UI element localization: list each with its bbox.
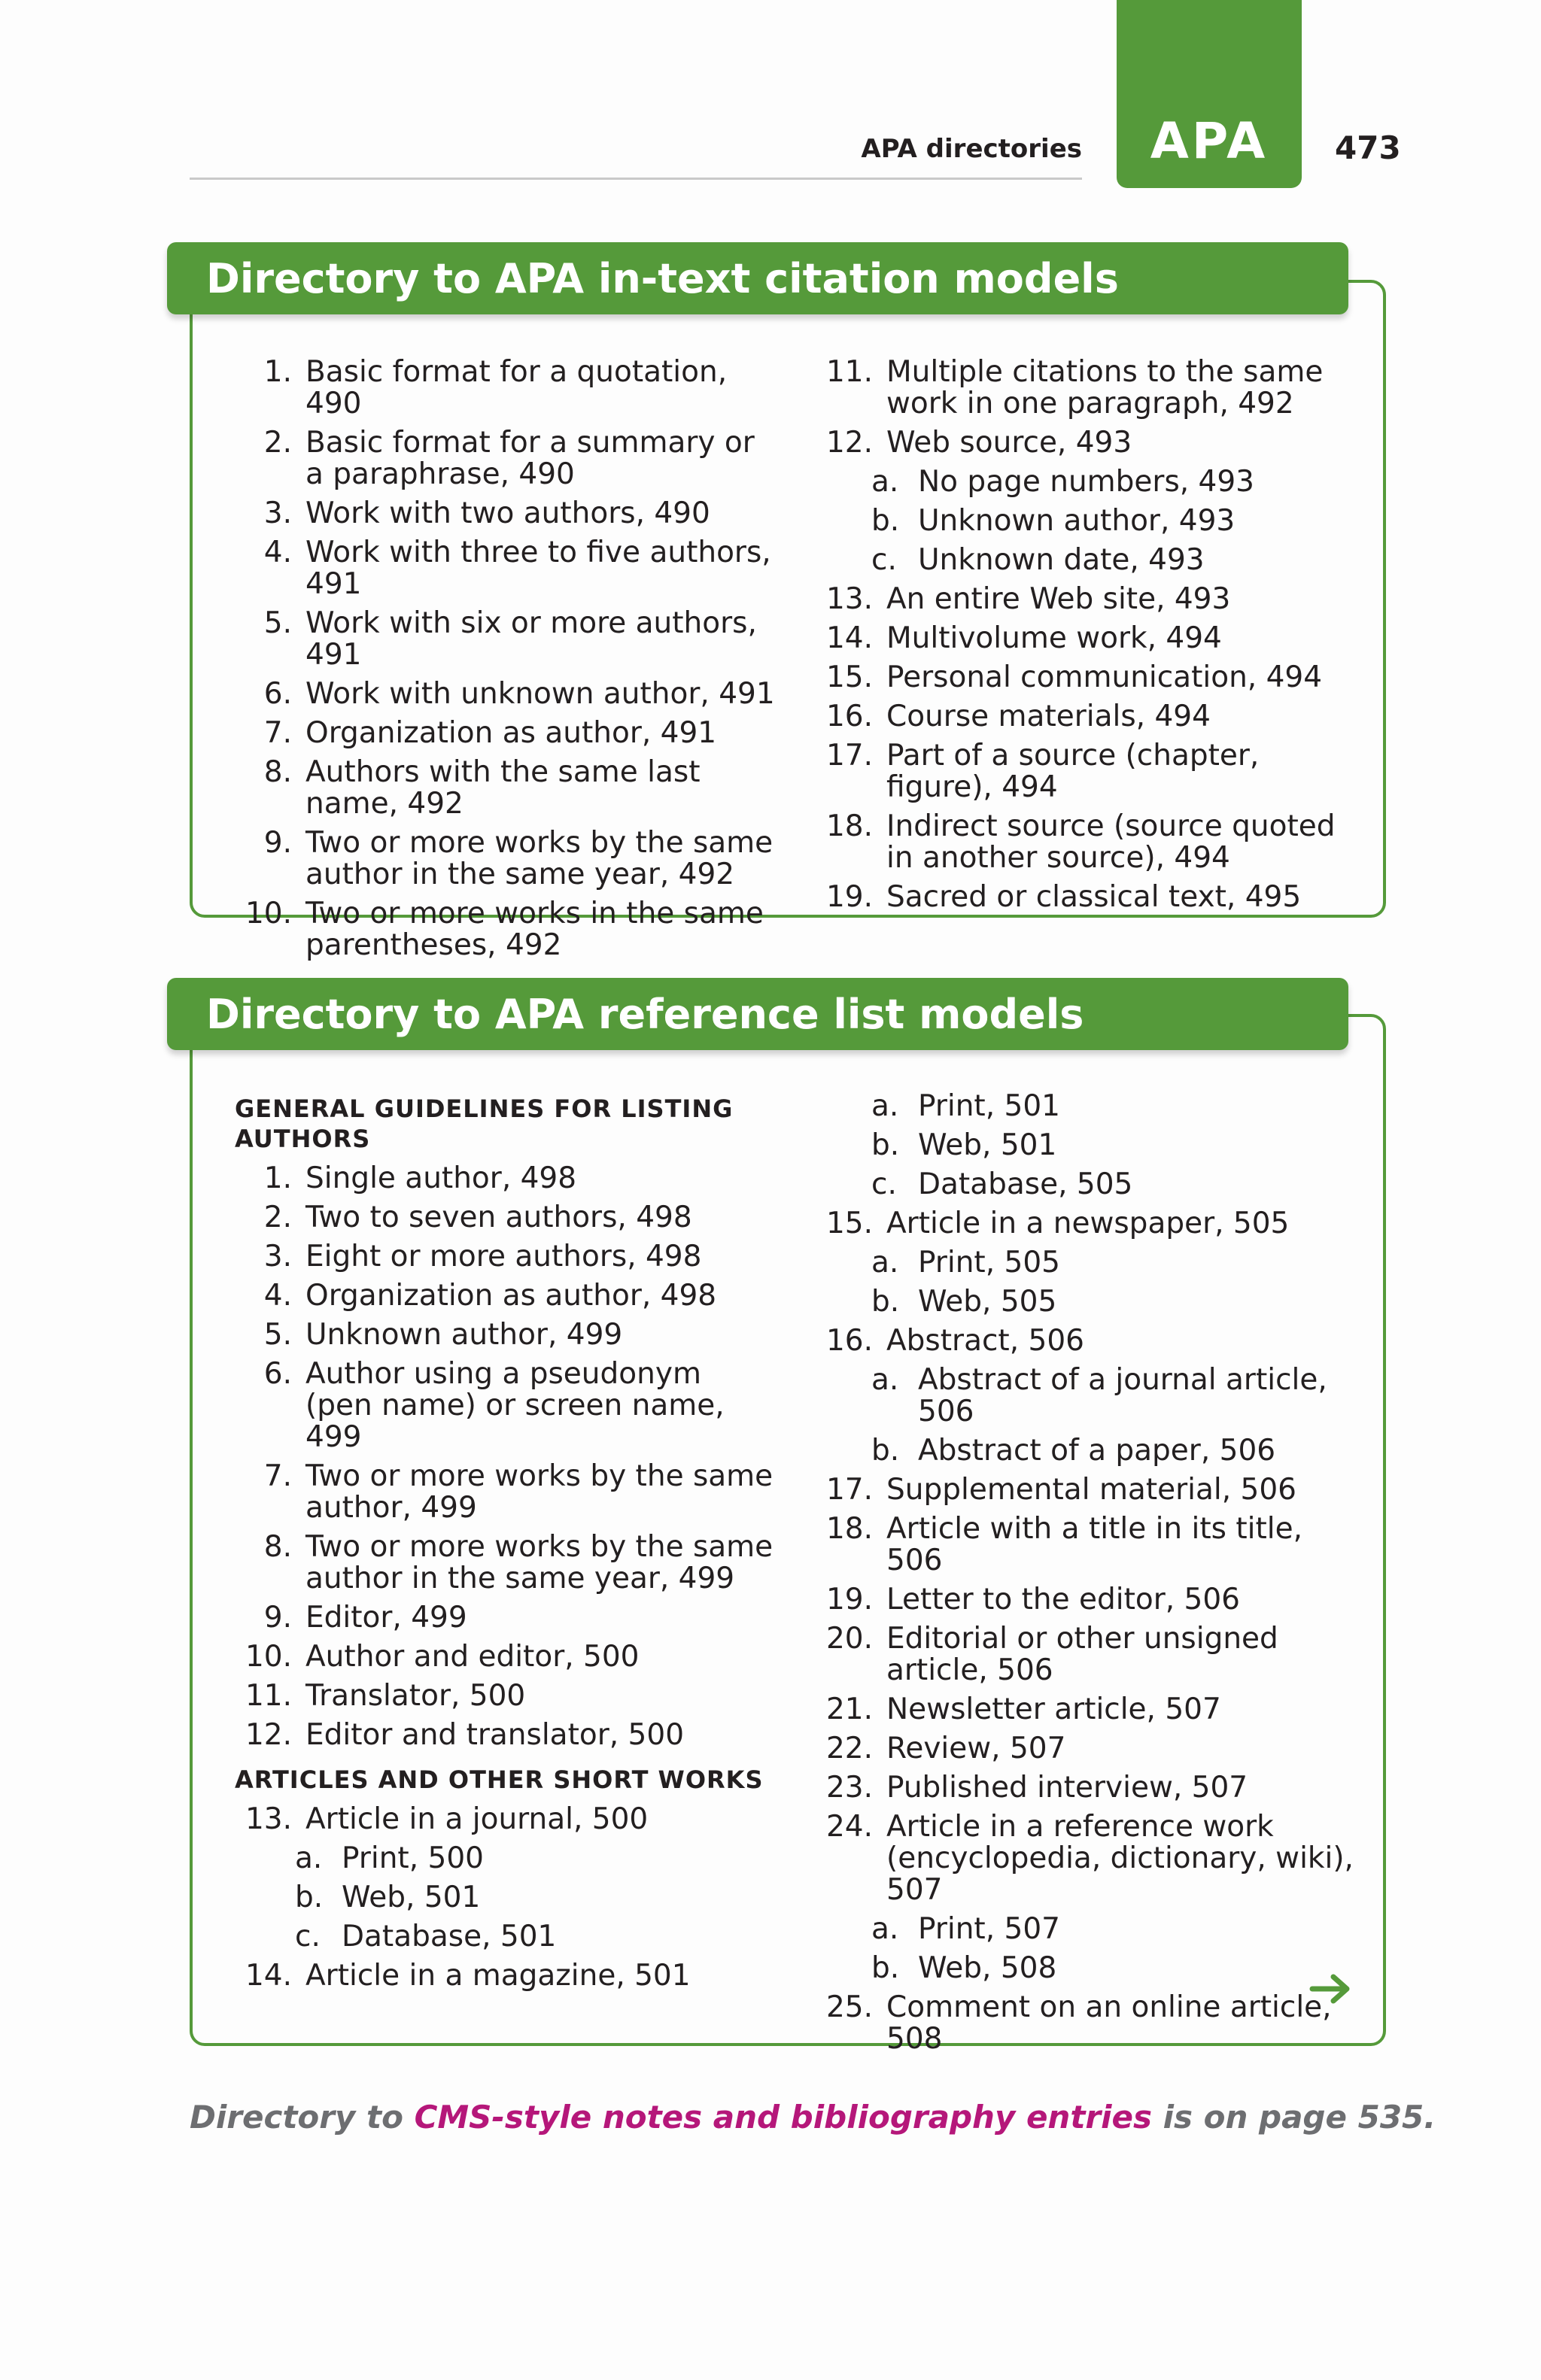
entry-text: Article with a title in its title, 506 (886, 1512, 1303, 1577)
entry-number: 7. (263, 716, 292, 750)
cms-directory-link[interactable]: CMS-style notes and bibliography entries (414, 2099, 1152, 2136)
directory-entry[interactable] (235, 1680, 777, 1712)
entry-text: Translator, 500 (305, 1679, 526, 1713)
directory-entry[interactable] (813, 811, 1362, 874)
entry-number: b. (871, 1434, 900, 1468)
entry-number: 14. (245, 1959, 292, 1993)
entry-text: Multivolume work, 494 (886, 621, 1222, 655)
directory-entry[interactable] (235, 1280, 777, 1312)
entry-text: Web, 508 (918, 1951, 1057, 1985)
intext-column-2 (813, 357, 1362, 921)
entry-number: b. (871, 1951, 900, 1985)
directory-entry[interactable] (235, 1241, 777, 1273)
entry-text: Abstract of a journal article, 506 (918, 1363, 1327, 1428)
entry-number: 3. (263, 496, 292, 530)
entry-number: 1. (263, 1161, 292, 1195)
directory-subentry[interactable] (813, 545, 1362, 576)
directory-entry[interactable] (813, 427, 1362, 459)
directory-entry[interactable] (235, 757, 777, 820)
entry-text: Eight or more authors, 498 (305, 1240, 702, 1273)
entry-number: b. (871, 1128, 900, 1162)
directory-entry[interactable] (235, 898, 777, 961)
directory-subentry[interactable] (235, 1843, 777, 1875)
directory-entry[interactable] (813, 623, 1362, 654)
entry-number: a. (871, 1912, 899, 1946)
intext-column-1 (235, 357, 777, 969)
entry-text: Unknown author, 493 (918, 504, 1236, 538)
directory-entry[interactable] (813, 1325, 1362, 1357)
cms-directory-note (190, 2099, 1436, 2136)
entry-text: Comment on an online article, 508 (886, 1990, 1332, 2056)
directory-entry[interactable] (235, 608, 777, 671)
entry-text: An entire Web site, 493 (886, 582, 1231, 616)
entry-text: Unknown author, 499 (305, 1318, 623, 1352)
directory-entry[interactable] (813, 584, 1362, 615)
section-heading-authors: GENERAL GUIDELINES FOR LISTING AUTHORS (235, 1094, 734, 1153)
entry-text: Work with unknown author, 491 (305, 677, 775, 711)
directory-entry[interactable] (813, 662, 1362, 694)
entry-number: 21. (825, 1692, 873, 1726)
directory-subentry[interactable] (813, 1435, 1362, 1467)
directory-entry[interactable] (813, 1772, 1362, 1804)
running-head: APA directories (861, 134, 1082, 164)
entry-number: 9. (263, 1601, 292, 1635)
entry-text: Basic format for a summary or a paraphrase, 490 (305, 426, 755, 491)
directory-entry[interactable] (235, 1960, 777, 1992)
directory-subentry[interactable] (813, 1914, 1362, 1945)
apa-section-tab[interactable] (1117, 0, 1302, 188)
entry-number: b. (295, 1881, 324, 1914)
entry-text: Article in a reference work (encyclopedia, dictionary, wiki), 507 (886, 1810, 1354, 1907)
directory-entry[interactable] (813, 357, 1362, 420)
entry-number: 11. (825, 355, 873, 389)
entry-number: 2. (263, 426, 292, 460)
entry-text: Web source, 493 (886, 426, 1132, 460)
directory-entry[interactable] (813, 1992, 1362, 2055)
entry-number: 24. (825, 1810, 873, 1844)
entry-text: Organization as author, 491 (305, 716, 717, 750)
entry-number: 15. (825, 1207, 873, 1240)
directory-subentry[interactable] (813, 1091, 1362, 1122)
entry-text: Two or more works by the same author in the same year, 492 (305, 826, 774, 891)
entry-text: Author using a pseudonym (pen name) or screen name, 499 (305, 1357, 725, 1454)
entry-number: 8. (263, 1530, 292, 1564)
directory-entry[interactable] (235, 1163, 777, 1195)
entry-number: c. (295, 1920, 321, 1953)
directory-entry[interactable] (235, 537, 777, 600)
entry-text: Two or more works in the same parentheses, 492 (305, 897, 764, 962)
entry-text: No page numbers, 493 (918, 465, 1254, 499)
entry-number: 1. (263, 355, 292, 389)
entry-number: 15. (825, 660, 873, 694)
section-heading-articles: ARTICLES AND OTHER SHORT WORKS (235, 1765, 764, 1794)
entry-text: Single author, 498 (305, 1161, 577, 1195)
entry-text: Multiple citations to the same work in one paragraph, 492 (886, 355, 1324, 420)
directory-subentry[interactable] (235, 1882, 777, 1914)
intext-directory-title: Directory to APA in-text citation models (167, 242, 1348, 314)
entry-text: Web, 505 (918, 1285, 1057, 1319)
entry-number: c. (871, 1167, 897, 1201)
entry-text: Abstract of a paper, 506 (918, 1434, 1276, 1468)
entry-text: Personal communication, 494 (886, 660, 1323, 694)
directory-entry[interactable] (813, 1474, 1362, 1506)
directory-subentry[interactable] (235, 1921, 777, 1953)
directory-entry[interactable] (235, 427, 777, 490)
entry-text: Editor and translator, 500 (305, 1718, 685, 1752)
directory-subentry[interactable] (813, 1247, 1362, 1279)
entry-text: Article in a magazine, 501 (305, 1959, 691, 1993)
entry-text: Review, 507 (886, 1732, 1066, 1765)
entry-number: 2. (263, 1201, 292, 1234)
entry-text: Two or more works by the same author, 499 (305, 1459, 774, 1525)
entry-number: 17. (825, 739, 873, 773)
directory-entry[interactable] (813, 1811, 1362, 1906)
entry-number: 5. (263, 1318, 292, 1352)
directory-subentry[interactable] (813, 466, 1362, 498)
entry-text: Print, 500 (342, 1841, 484, 1875)
directory-entry[interactable] (813, 1208, 1362, 1240)
entry-number: 17. (825, 1473, 873, 1507)
articles-list (235, 1804, 777, 1992)
entry-text: Print, 507 (918, 1912, 1060, 1946)
entry-number: 14. (825, 621, 873, 655)
entry-text: Author and editor, 500 (305, 1640, 640, 1674)
entry-number: a. (871, 1089, 899, 1123)
directory-entry[interactable] (235, 1461, 777, 1524)
directory-subentry[interactable] (813, 1953, 1362, 1984)
entry-number: 6. (263, 1357, 292, 1391)
continue-arrow-icon[interactable] (1309, 1971, 1354, 2007)
entry-text: Organization as author, 498 (305, 1279, 717, 1313)
directory-entry[interactable] (813, 1733, 1362, 1765)
entry-number: 16. (825, 1324, 873, 1358)
note-suffix: is on page 535. (1152, 2099, 1436, 2136)
header-rule (190, 178, 1082, 180)
directory-entry[interactable] (235, 1202, 777, 1234)
entry-number: 18. (825, 1512, 873, 1546)
entry-text: Work with two authors, 490 (305, 496, 710, 530)
entry-text: Print, 501 (918, 1089, 1060, 1123)
entry-number: 6. (263, 677, 292, 711)
entry-number: 19. (825, 880, 873, 914)
entry-number: a. (295, 1841, 323, 1875)
entry-text: Work with three to five authors, 491 (305, 536, 771, 601)
entry-number: c. (871, 543, 897, 577)
entry-number: 22. (825, 1732, 873, 1765)
entry-number: 11. (245, 1679, 292, 1713)
directory-subentry[interactable] (813, 1130, 1362, 1161)
entry-number: 10. (245, 897, 292, 930)
entry-text: Web, 501 (342, 1881, 481, 1914)
directory-entry[interactable] (813, 1623, 1362, 1686)
page-number: 473 (1335, 129, 1401, 166)
entry-number: 18. (825, 809, 873, 843)
entry-text: Print, 505 (918, 1246, 1060, 1280)
entry-number: 19. (825, 1583, 873, 1617)
directory-entry[interactable] (813, 740, 1362, 803)
directory-entry[interactable] (235, 498, 777, 530)
directory-subentry[interactable] (813, 1365, 1362, 1428)
entry-text: Newsletter article, 507 (886, 1692, 1221, 1726)
entry-number: 23. (825, 1771, 873, 1805)
directory-entry[interactable] (813, 701, 1362, 733)
entry-number: 16. (825, 700, 873, 733)
entry-text: Two to seven authors, 498 (305, 1201, 692, 1234)
entry-text: Indirect source (source quoted in another source), 494 (886, 809, 1336, 875)
apa-tab-label: APA (1150, 112, 1269, 170)
directory-entry[interactable] (235, 1532, 777, 1595)
reflist-column-2 (813, 1091, 1362, 2063)
directory-entry[interactable] (813, 1694, 1362, 1726)
directory-entry[interactable] (813, 882, 1362, 913)
directory-entry[interactable] (235, 718, 777, 749)
entry-number: 13. (825, 582, 873, 616)
entry-text: Part of a source (chapter, figure), 494 (886, 739, 1260, 804)
entry-number: 7. (263, 1459, 292, 1493)
entry-text: Editorial or other unsigned article, 506 (886, 1622, 1278, 1687)
entry-text: Unknown date, 493 (918, 543, 1205, 577)
entry-number: 4. (263, 536, 292, 569)
entry-text: Sacred or classical text, 495 (886, 880, 1302, 914)
reflist-column-1 (235, 1094, 777, 1999)
entry-number: a. (871, 1363, 899, 1397)
entry-number: b. (871, 504, 900, 538)
entry-text: Supplemental material, 506 (886, 1473, 1296, 1507)
entry-text: Work with six or more authors, 491 (305, 606, 757, 672)
directory-entry[interactable] (235, 1602, 777, 1634)
directory-entry[interactable] (235, 1641, 777, 1673)
directory-entry[interactable] (813, 1584, 1362, 1616)
entry-text: Editor, 499 (305, 1601, 467, 1635)
entry-text: Web, 501 (918, 1128, 1057, 1162)
directory-entry[interactable] (813, 1513, 1362, 1577)
entry-text: Database, 501 (342, 1920, 557, 1953)
entry-number: 10. (245, 1640, 292, 1674)
entry-text: Database, 505 (918, 1167, 1133, 1201)
entry-number: 12. (825, 426, 873, 460)
reflist-directory-title: Directory to APA reference list models (167, 978, 1348, 1050)
entry-number: 20. (825, 1622, 873, 1656)
entry-text: Published interview, 507 (886, 1771, 1248, 1805)
directory-entry[interactable] (235, 1319, 777, 1351)
entry-text: Authors with the same last name, 492 (305, 755, 701, 821)
directory-subentry[interactable] (813, 505, 1362, 537)
directory-entry[interactable] (235, 1720, 777, 1751)
entry-text: Letter to the editor, 506 (886, 1583, 1240, 1617)
entry-number: 8. (263, 755, 292, 789)
entry-number: 4. (263, 1279, 292, 1313)
entry-text: Article in a journal, 500 (305, 1802, 649, 1836)
directory-entry[interactable] (235, 1804, 777, 1835)
directory-entry[interactable] (235, 1358, 777, 1453)
entry-text: Article in a newspaper, 505 (886, 1207, 1290, 1240)
entry-number: 12. (245, 1718, 292, 1752)
entry-text: Course materials, 494 (886, 700, 1211, 733)
entry-number: a. (871, 1246, 899, 1280)
entry-number: 5. (263, 606, 292, 640)
directory-entry[interactable] (235, 678, 777, 710)
entry-number: a. (871, 465, 899, 499)
directory-subentry[interactable] (813, 1169, 1362, 1201)
author-guidelines-list (235, 1163, 777, 1751)
entry-text: Basic format for a quotation, 490 (305, 355, 728, 420)
directory-entry[interactable] (235, 357, 777, 420)
directory-subentry[interactable] (813, 1286, 1362, 1318)
entry-number: 3. (263, 1240, 292, 1273)
entry-number: 25. (825, 1990, 873, 2024)
entry-number: 13. (245, 1802, 292, 1836)
directory-entry[interactable] (235, 827, 777, 891)
entry-text: Abstract, 506 (886, 1324, 1084, 1358)
entry-text: Two or more works by the same author in the same year, 499 (305, 1530, 774, 1595)
note-prefix: Directory to (190, 2099, 415, 2136)
entry-number: 9. (263, 826, 292, 860)
entry-number: b. (871, 1285, 900, 1319)
